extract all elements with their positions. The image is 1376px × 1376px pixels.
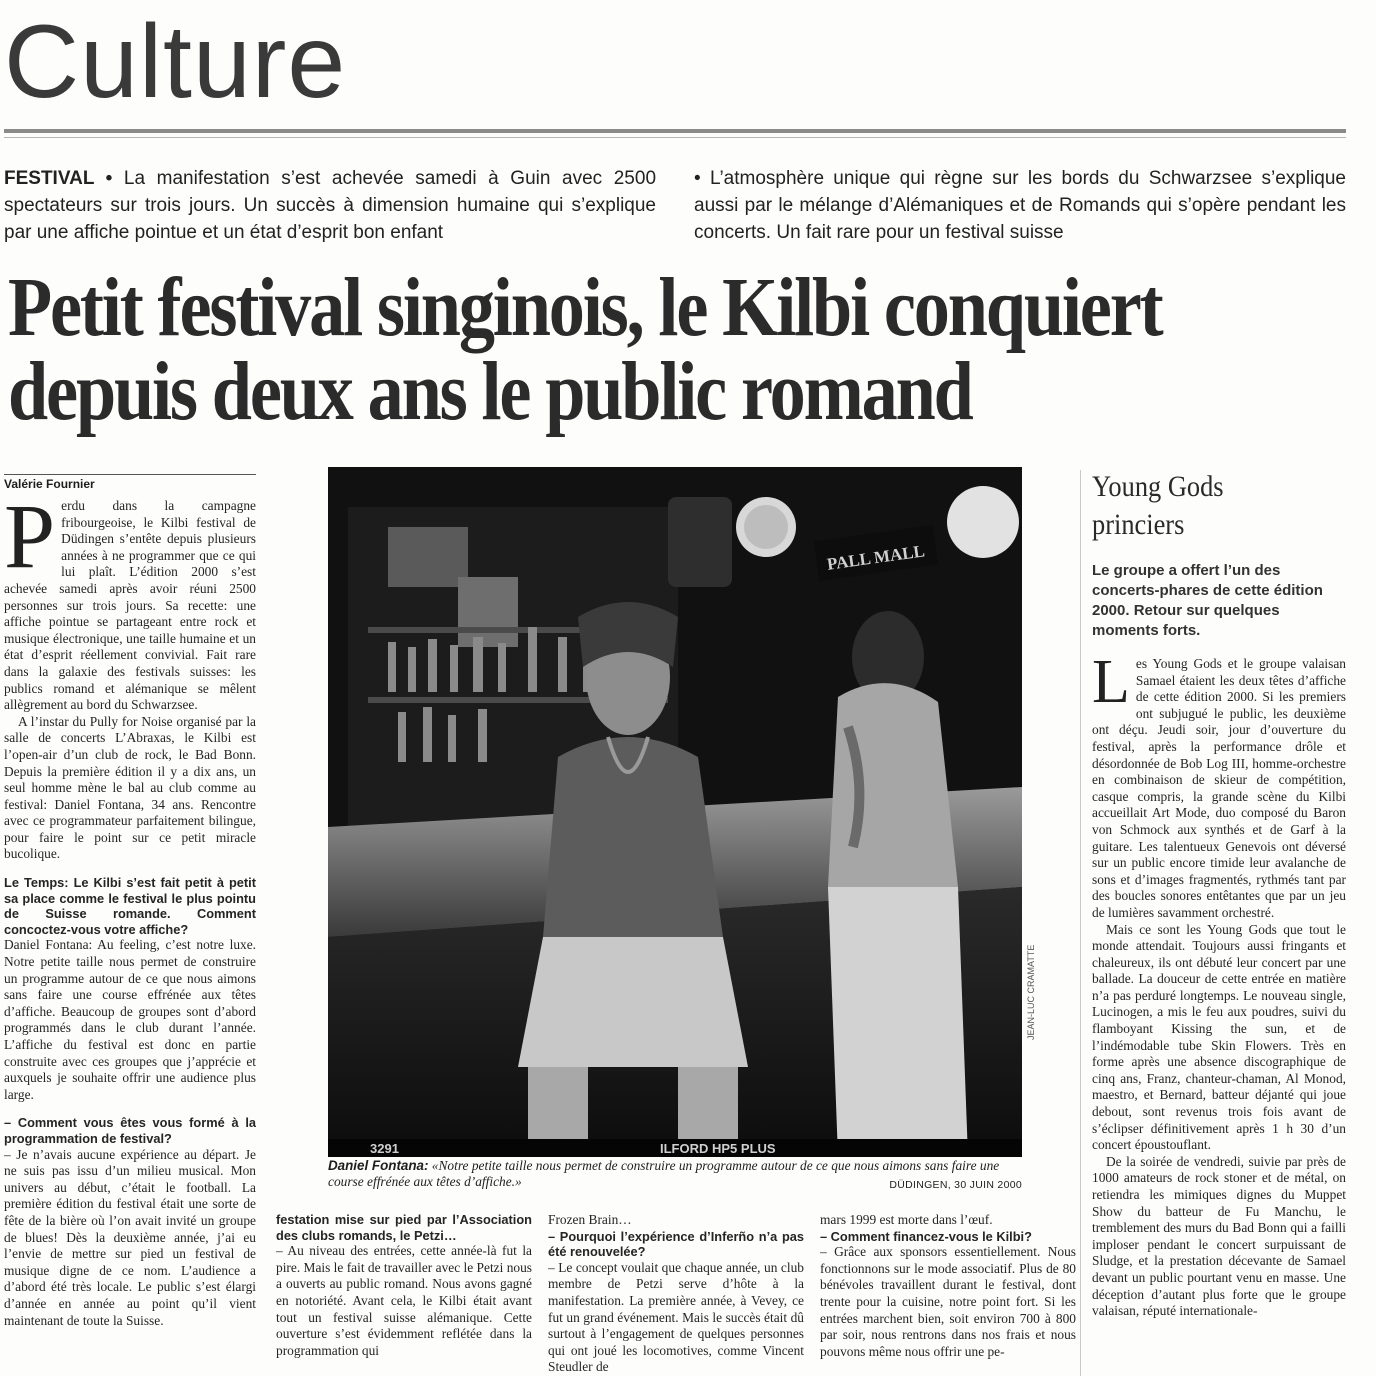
section-rule [4,129,1346,133]
paragraph: mars 1999 est morte dans l’œuf. [820,1212,993,1227]
headline-line-1: Petit festival singinois, le Kilbi conquiert [8,261,1162,354]
film-edge-brand: ILFORD HP5 PLUS [660,1141,776,1156]
lede-left-text: La manifestation s’est achevée samedi à Guin avec 2500 spectateurs sur trois jours. Un succès à dimension humaine qui s’explique par une affiche pointue et un état d’esprit bon enfant [4,168,657,243]
caption-name: Daniel Fontana: [328,1158,429,1173]
sidebar-column [1092,656,1346,1376]
interview-answer: – Le concept voulait que chaque année, un club membre de Petzi serve d’hôte à la manifestation. La première année, à Vevey, ce fut un grand événement. Mais le succès était dû surtout à l’engagement de quelques personnes qui ont joué les locomotives, comme Vincent Steudler de [548,1259,804,1375]
interview-question: – Pourquoi l’expérience d’Inferño n’a pas été renouvelée? [548,1228,804,1260]
photo-caption [328,1158,1022,1193]
paragraph: A l’instar du Pully for Noise organisé par la salle de concerts L’Abraxas, le Kilbi est l’open-air d’un club de rock, le Bad Bonn. Depuis la première édition il y a dix ans, un seul homme mène le bal au club comme au festival: Daniel Fontana, 34 ans. Rencontre avec ce programmateur parfaitement bilingue, pour faire le point sur ce petit miracle bucolique. [4,713,256,862]
sidebar-title-line-1: Young Gods [1092,470,1224,503]
bar-scene-illustration [328,467,1022,1157]
interview-answer: Daniel Fontana: Au feeling, c’est notre luxe. Notre petite taille nous permet de construire un programme autour de ce que nous aimons sans faire une course effrénée aux têtes d’affiche. Beaucoup de groupes sont d’abord programmés dans le club durant l’année. L’affiche du festival est donc en partie construite avec ces groupes que j’apprécie et auxquels je souhaite offrir une audience plus large. [4,937,256,1102]
film-edge-number: 3291 [370,1141,399,1156]
caption-quote: «Notre petite taille nous permet de construire un programme autour de ce que nous aimons sans faire une course effrénée aux têtes d’affiche.» [328,1158,1000,1189]
dropcap: P [4,498,56,587]
interview-answer: – Grâce aux sponsors essentiellement. Nous fonctionnons sur le mode associatif. Plus de 80 bénévoles travaillent durant le festival, dont trente pour la cuisine, notre point fort. Si les entrées marchent bien, soit environ 700 à 800 par soir, nous rentrons dans nos frais et nous pouvons même nous offrir une pe- [820,1244,1076,1359]
paragraph: es Young Gods et le groupe valaisan Samael étaient les deux têtes d’affiche de cette édition 2000. Si les premiers ont subjugué le public, les deuxième ont déçu. Jeudi soir, jour d’ouverture du festival, après la performance drôle et désordonnée de Bob Log III, homme-orchestre en combinaison de skieur de compétition, casque compris, la grande scène du Kilbi accueillait Art Mode, duo composé du Baron von Schmock aux synthés et de Garf à la guitare. Les talentueux Genevois ont déversé sur un public encore timide leur avalanche de sons et d’images fragmentés, rythmés tant par des boucles sonores entêtantes que par un jeu de lumières savamment orchestré. [1092,656,1346,920]
dropcap: L [1092,656,1130,716]
sidebar-title-line-2: princiers [1092,508,1185,541]
article-column-1 [4,498,256,1370]
lede-right: • L’atmosphère unique qui règne sur les bords du Schwarzsee s’explique aussi par le mélange d’Alémaniques et de Romands qui s’opère pendant les concerts. Un fait rare pour un festival suisse [694,168,1346,243]
article-column-2 [276,1212,532,1376]
headline [8,261,1162,438]
sidebar-title [1092,468,1312,544]
section-title: Culture [4,4,347,120]
byline: Valérie Fournier [4,474,256,491]
caption-dateline: DÜDINGEN, 30 JUIN 2000 [889,1179,1022,1191]
headline-line-2: depuis deux ans le public romand [8,345,972,438]
paragraph: Mais ce sont les Young Gods que tout le monde attendait. Toujours aussi fringants et chaleureux, ils ont débuté leur concert par une ballade. La douceur de cette entrée en matière n’a pas perduré longtemps. Le nouveau single, Lucinogen, a mis le feu aux poudres, suivi du flamboyant Kissing the sun, et de l’indémodable tube Skin Flowers. Très en forme après une absence discographique de cinq ans, Franz, chanteur-chaman, Al Monod, maestro, et Bernard, batteur déjanté qui joue debout, sont revenus trois fois avant de s’éclipser définitivement après 1 h 30 d’un concert époustouflant. [1092,921,1346,1153]
article-column-4 [820,1212,1076,1376]
paragraph: De la soirée de vendredi, suivie par près de 1000 amateurs de rock stoner et de métal, on retiendra les mimiques dignes du Muppet Show du batteur de Fu Manchu, le tremblement des murs du Bad Bonn qui a failli imploser pendant le concert surpuissant de Sludge, et la prestation décevante de Samael devant un public pourtant venu en masse. Une déception d’autant plus forte que le groupe valaisan, réputé internationale- [1092,1153,1346,1319]
lede-kicker: FESTIVAL • [4,168,113,189]
interview-question: – Comment financez-vous le Kilbi? [820,1228,1032,1244]
column-divider [1080,470,1081,1376]
interview-question: – Comment vous êtes vous formé à la programmation de festival? [4,1115,256,1146]
article-photo [328,467,1022,1157]
paragraph: erdu dans la campagne fribourgeoise, le Kilbi festival de Düdingen s’entête depuis plusieurs années à ne programmer que ce qui lui plaît. L’édition 2000 s’est achevée samedi après avoir réuni 2500 personnes sur trois jours. Sa recette: une affiche pointue se partageant entre rock et musique électronique, une taille humaine et un état d’esprit réellement convivial. Fait rare dans la galaxie des festivals suisses: les publics romand et alémanique se mêlent allègrement au bord du Schwarzsee. [4,498,256,713]
interview-answer: – Je n’avais aucune expérience au départ. Je ne suis pas issu d’un milieu musical. Mon univers au début, c’était le football. La première édition du festival était une sorte de fête de la bière où l’on avait invité un groupe de blues! Dès la deuxième année, j’ai eu l’envie de mettre sur pied un festival de musique digne de ce nom. L’audience a d’abord été très locale. Le public s’est élargi d’année en année au point qu’il vient maintenant de toute la Suisse. [4,1146,256,1328]
bar-sign-text: PALL MALL [825,541,926,574]
interview-question: Le Temps: Le Kilbi s’est fait petit à petit sa place comme le festival le plus pointu de Suisse romande. Comment concoctez-vous votre affiche? [4,875,256,937]
article-column-3 [548,1212,804,1376]
lede-left [4,165,656,246]
photo-credit: JEAN-LUC CRAMATTE [1026,944,1036,1040]
sidebar-chapo: Le groupe a offert l’un des concerts-phares de cette édition 2000. Retour sur quelques moments forts. [1092,562,1323,639]
interview-question: festation mise sur pied par l’Association des clubs romands, le Petzi… [276,1212,532,1243]
interview-answer: – Au niveau des entrées, cette année-là fut la pire. Mais le fait de travailler avec le Petzi nous a ouverts au public romand. Nous avons gagné en notoriété. Avant cela, le Kilbi était avant tout un festival suisse alémanique. Cette ouverture s’est évidemment reflétée dans la programmation qui [276,1243,532,1358]
section-rule-thin [4,137,1346,138]
paragraph: Frozen Brain… [548,1212,632,1227]
